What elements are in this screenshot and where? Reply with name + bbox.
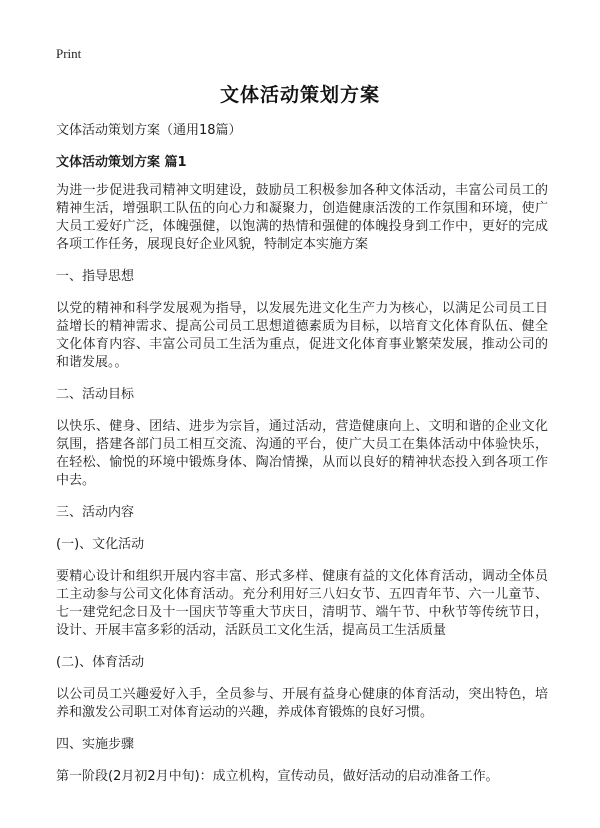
- paragraph-guiding-ideology: 以党的精神和科学发展观为指导，以发展先进文化生产力为核心，以满足公司员工日益增长的精神需求、提高公司员工思想道德素质为目标，以培育文化体育队伍、健全文化体育内容、丰富公司员工生活为重点，促进文化体育事业繁荣发展，推动公司的和谐发展。。: [56, 301, 548, 370]
- heading-guiding-ideology: 一、指导思想: [56, 269, 135, 284]
- heading-implementation-steps: 四、实施步骤: [56, 737, 135, 752]
- subheading-sports-activities: (二)、体育活动: [56, 655, 145, 670]
- paragraph-cultural-activities: 要精心设计和组织开展内容丰富、形式多样、健康有益的文化体育活动，调动全体员工主动参与公司文化体育活动。充分利用好三八妇女节、五四青年节、六一儿童节、七一建党纪念日及十一国庆节等重大节庆日，清明节、端午节、中秋节等传统节日，设计、开展丰富多彩的活动，活跃员工文化生活，提高员工生活质量: [56, 569, 548, 638]
- subheading-cultural-activities: (一)、文化活动: [56, 537, 145, 552]
- document-title: 文体活动策划方案: [219, 84, 380, 106]
- heading-activity-content: 三、活动内容: [56, 505, 135, 520]
- paragraph-activity-goals: 以快乐、健身、团结、进步为宗旨，通过活动，营造健康向上、文明和谐的企业文化氛围，搭建各部门员工相互交流、沟通的平台，使广大员工在集体活动中体验快乐，在轻松、愉悦的环境中锻炼身体、陶冶情操，从而以良好的精神状态投入到各项工作中去。: [56, 419, 548, 488]
- document-subtitle: 文体活动策划方案（通用18篇）: [56, 123, 242, 138]
- heading-activity-goals: 二、活动目标: [56, 387, 135, 402]
- intro-paragraph: 为进一步促进我司精神文明建设，鼓励员工积极参加各种文体活动，丰富公司员工的精神生活，增强职工队伍的向心力和凝聚力，创造健康活泼的工作氛围和环境，使广大员工爱好广泛，体魄强健，以饱满的热情和强健的体魄投身到工作中，更好的完成各项工作任务，展现良好企业风貌，特制定本实施方案: [56, 183, 548, 252]
- paragraph-sports-activities: 以公司员工兴趣爱好入手，全员参与、开展有益身心健康的体育活动，突出特色，培养和激发公司职工对体育运动的兴趣，养成体育锻炼的良好习惯。: [56, 687, 548, 720]
- document-body: [56, 122, 548, 800]
- paragraph-implementation-steps: 第一阶段(2月初2月中旬)：成立机构，宣传动员，做好活动的启动准备工作。: [56, 769, 499, 784]
- print-link[interactable]: Print: [56, 46, 82, 61]
- section-title: 文体活动策划方案 篇1: [56, 155, 187, 170]
